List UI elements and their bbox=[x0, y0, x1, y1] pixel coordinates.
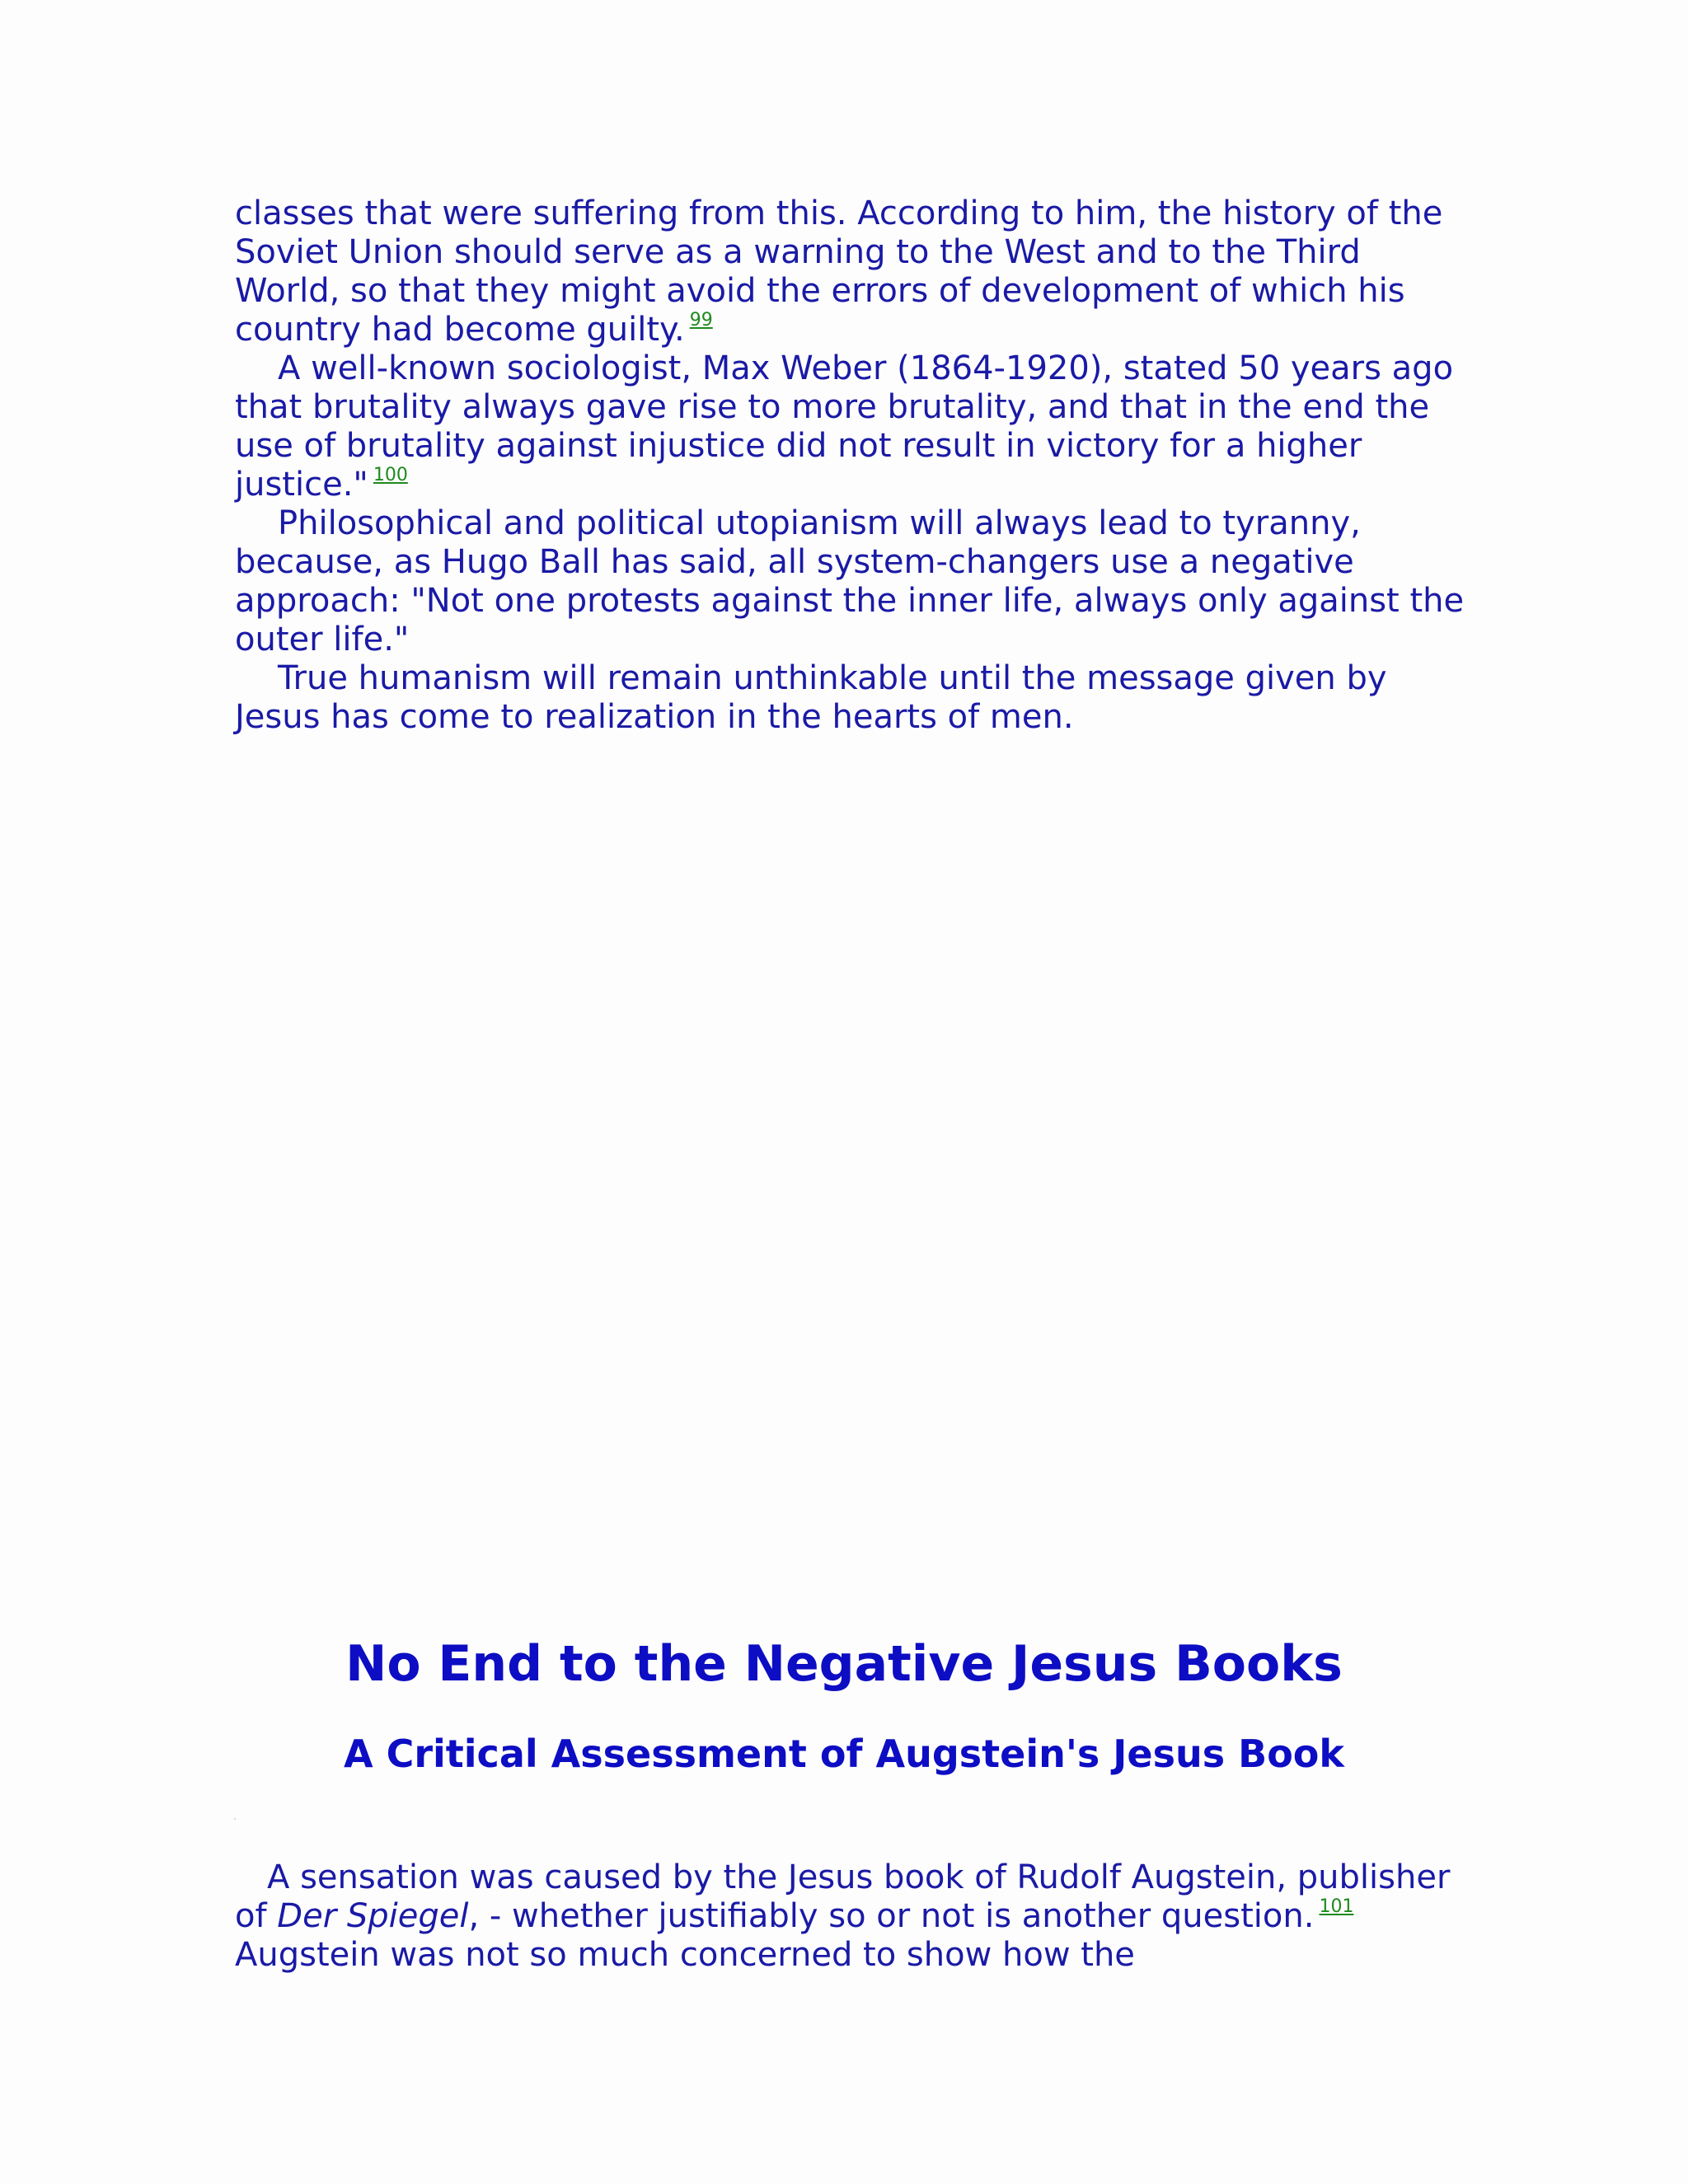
paragraph-augstein bbox=[235, 1858, 1471, 1975]
paragraph-text: Augstein was not so much concerned to show how the bbox=[235, 1936, 1135, 1974]
paragraph-text: A well-known sociologist, Max Weber (1864-1920), stated 50 years ago that brutality always gave rise to more brutality, and that in the end the use of brutality against injustice did not result in victory for a higher justice." bbox=[235, 349, 1454, 504]
paragraph-text: True humanism will remain unthinkable until the message given by Jesus has come to realization in the hearts of men. bbox=[235, 659, 1387, 736]
paragraph-soviet-union bbox=[235, 194, 1471, 349]
footnote-link-99[interactable]: 99 bbox=[689, 310, 713, 330]
anchor-marker bbox=[234, 1818, 236, 1820]
footnote-link-100[interactable]: 100 bbox=[373, 465, 408, 485]
paragraph-text: A sensation was caused by the Jesus book of Rudolf Augstein, publisher of bbox=[235, 1858, 1451, 1935]
chapter-subtitle: A Critical Assessment of Augstein's Jesus Book bbox=[343, 1732, 1345, 1776]
footnote-link-101[interactable]: 101 bbox=[1319, 1896, 1354, 1917]
paragraph-max-weber bbox=[235, 349, 1471, 504]
publication-title: Der Spiegel bbox=[277, 1897, 469, 1935]
paragraph-utopianism bbox=[235, 504, 1471, 659]
paragraph-humanism bbox=[235, 659, 1471, 737]
paragraph-text: Philosophical and political utopianism will always lead to tyranny, because, as Hugo Ball has said, all system-changers use a negative approach: "Not one protests against the inner life, always only against the outer life." bbox=[235, 504, 1465, 658]
text-block-bottom bbox=[235, 1858, 1471, 1975]
chapter-title: No End to the Negative Jesus Books bbox=[345, 1635, 1343, 1693]
text-block-top bbox=[235, 194, 1471, 737]
paragraph-text: , - whether justifiably so or not is another question. bbox=[468, 1897, 1315, 1935]
paragraph-text: classes that were suffering from this. According to him, the history of the Soviet Union should serve as a warning to the West and to the Third World, so that they might avoid the errors of development of which his country had become guilty. bbox=[235, 194, 1443, 349]
